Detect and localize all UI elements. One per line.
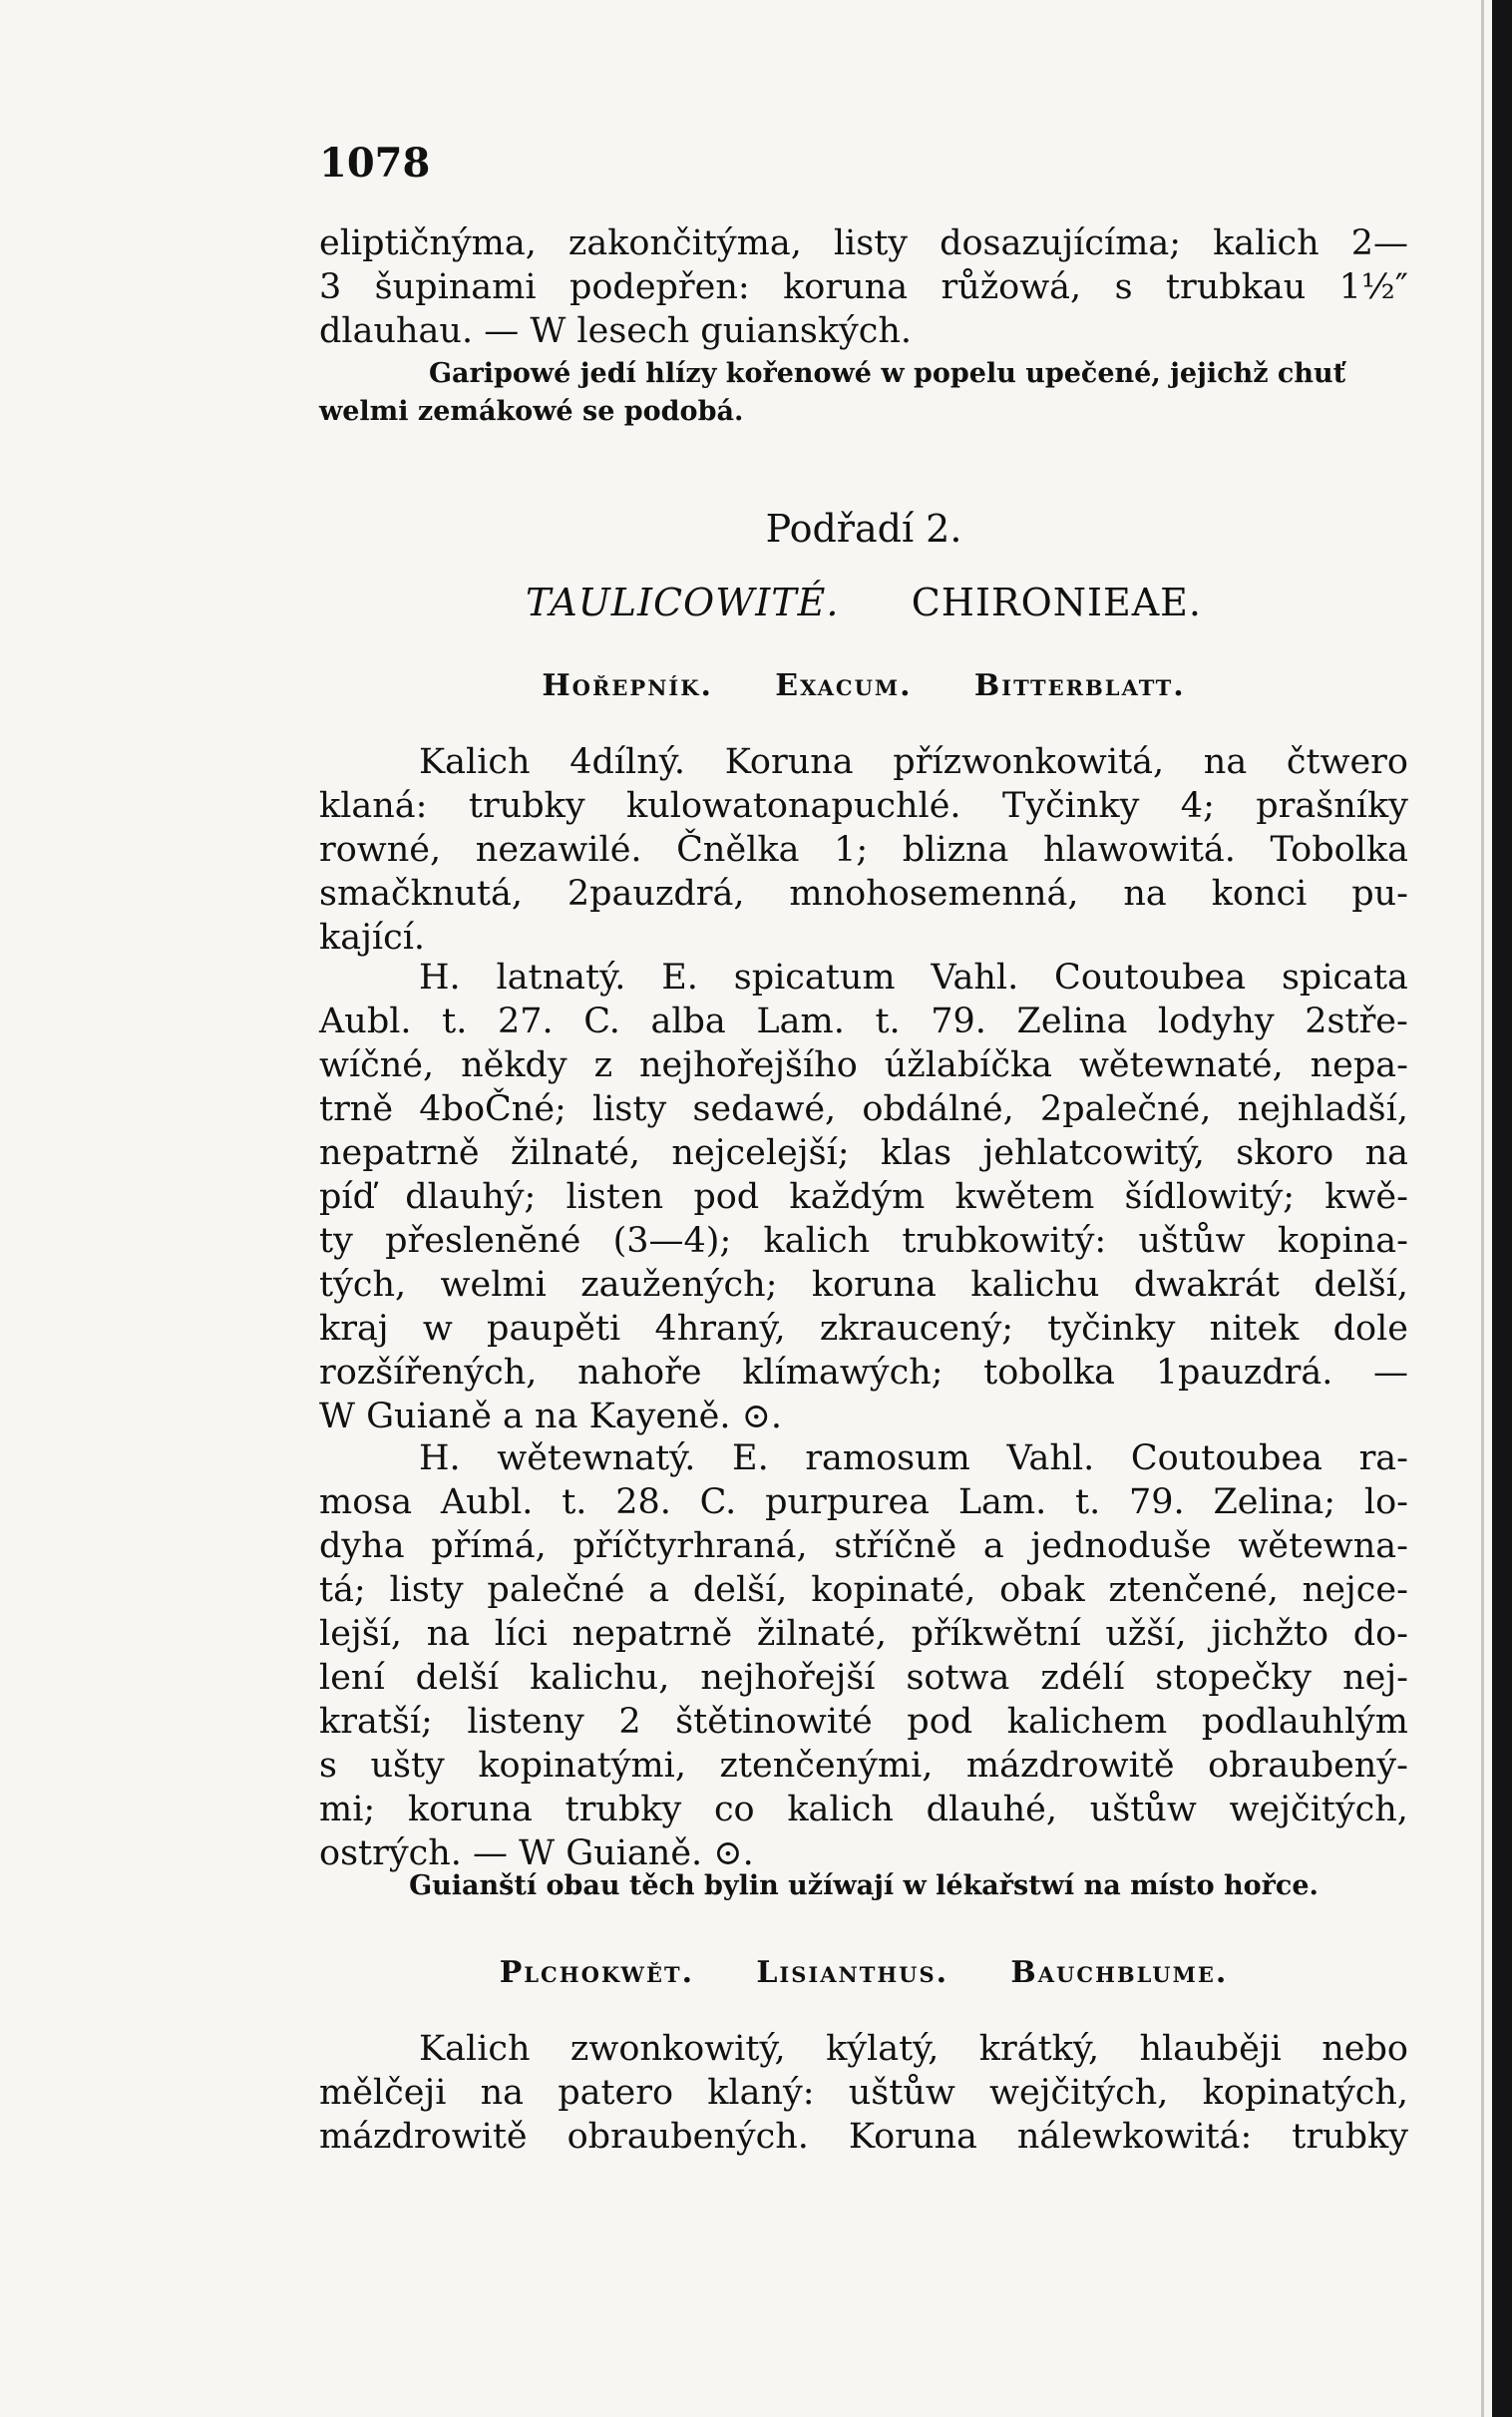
text-line: tá; listy palečné a delší, kopinaté, obak ztenčené, nejce- — [319, 1570, 1408, 1610]
text-line: dlauhau. — W lesech guianských. — [319, 311, 913, 351]
text-line: lení delší kalichu, nejhořejší sotwa zdélí stopečky nej- — [319, 1658, 1408, 1698]
species-spicatum — [319, 956, 1408, 1438]
subfamily-name-lat: CHIRONIEAE. — [911, 581, 1202, 624]
genus-name-de: Bauchblume. — [1010, 1955, 1229, 1990]
text-line: s ušty kopinatými, ztenčenými, mázdrowitě obraubený- — [319, 1746, 1408, 1786]
intro-paragraph — [319, 221, 1408, 353]
genus-header-lisianthus — [319, 1949, 1408, 1995]
text-line: dyha přímá, příčtyrhraná, stříčně a jednoduše wětewna- — [319, 1526, 1408, 1566]
text-line: H. latnatý. E. spicatum Vahl. Coutoubea spicata — [419, 958, 1408, 998]
genus-name-cz: Plchokwět. — [499, 1955, 695, 1990]
genus-name-lat: Exacum. — [775, 668, 913, 703]
genus-header-exacum — [319, 662, 1408, 708]
text-line: kající. — [319, 918, 426, 958]
text-line: smačknutá, 2pauzdrá, mnohosemenná, na konci pu- — [319, 874, 1408, 914]
text-line: nepatrně žilnaté, nejcelejší; klas jehlatcowitý, skoro na — [319, 1133, 1408, 1173]
note-line: Garipowé jedí hlízy kořenowé w popelu upečené, jejichž chuť — [429, 358, 1346, 389]
text-line: mi; koruna trubky co kalich dlauhé, uštůw wejčitých, — [319, 1790, 1408, 1829]
genus-description-exacum — [319, 740, 1408, 960]
text-line: píď dlauhý; listen pod každým kwětem šídlowitý; kwě- — [319, 1177, 1408, 1217]
page-edge-line — [1481, 0, 1484, 2417]
scan-border — [1492, 0, 1512, 2417]
text-line: mosa Aubl. t. 28. C. purpurea Lam. t. 79. Zelina; lo- — [319, 1482, 1408, 1522]
text-line: 3 šupinami podepřen: koruna růžowá, s trubkau 1½″ — [319, 267, 1408, 307]
text-line: lejší, na líci nepatrně žilnaté, příkwětní užší, jichžto do- — [319, 1614, 1408, 1654]
text-line: W Guianě a na Kayeně. ⊙. — [319, 1397, 783, 1436]
text-line: kratší; listeny 2 štětinowité pod kalichem podlauhlým — [319, 1702, 1408, 1742]
text-line: ostrých. — W Guianě. ⊙. — [319, 1833, 754, 1873]
text-line: Kalich 4dílný. Koruna přízwonkowitá, na čtwero — [419, 742, 1408, 782]
genus-name-de: Bitterblatt. — [973, 668, 1186, 703]
genus-name-lat: Lisianthus. — [756, 1955, 949, 1990]
subfamily-name-cz: TAULICOWITÉ. — [526, 581, 840, 624]
text-line: mělčeji na patero klaný: uštůw wejčitých, kopinatých, — [319, 2073, 1408, 2113]
subfamily-title — [319, 581, 1408, 626]
genus-name-cz: Hořepník. — [542, 668, 713, 703]
text-line: wíčné, někdy z nejhořejšího úžlabíčka wětewnaté, nepa- — [319, 1045, 1408, 1085]
species-ramosum — [319, 1436, 1408, 1875]
text-line: rowné, nezawilé. Čnělka 1; blizna hlawowitá. Tobolka — [319, 830, 1408, 870]
subfamily-order-label: Podřadí 2. — [765, 507, 962, 551]
text-line: H. wětewnatý. E. ramosum Vahl. Coutoubea ra- — [419, 1438, 1408, 1478]
text-line: Aubl. t. 27. C. alba Lam. t. 79. Zelina lodyhy 2stře- — [319, 1002, 1408, 1041]
text-line: rozšířených, nahoře klímawých; tobolka 1pauzdrá. — — [319, 1353, 1408, 1393]
text-line: mázdrowitě obraubených. Koruna nálewkowitá: trubky — [319, 2117, 1408, 2157]
text-line: klaná: trubky kulowatonapuchlé. Tyčinky 4; prašníky — [319, 786, 1408, 826]
text-line: ty přeslenĕné (3—4); kalich trubkowitý: uštůw kopina- — [319, 1221, 1408, 1261]
text-line: Kalich zwonkowitý, kýlatý, krátký, hlauběji nebo — [419, 2029, 1408, 2069]
text-line: tých, welmi zaužených; koruna kalichu dwakrát delší, — [319, 1265, 1408, 1305]
genus-description-lisianthus — [319, 2027, 1408, 2159]
text-line: kraj w paupěti 4hraný, zkraucený; tyčinky nitek dole — [319, 1309, 1408, 1349]
species-ramosum-note: Guianští obau těch bylin užíwají w lékařstwí na místo hořce. — [409, 1870, 1319, 1901]
text-line: eliptičnýma, zakončitýma, listy dosazujícíma; kalich 2— — [319, 223, 1408, 263]
page-number: 1078 — [319, 140, 431, 187]
text-line: trně 4boČné; listy sedawé, obdálné, 2palečné, nejhladší, — [319, 1089, 1408, 1129]
note-line: welmi zemákowé se podobá. — [319, 396, 744, 427]
intro-note — [319, 355, 1408, 431]
